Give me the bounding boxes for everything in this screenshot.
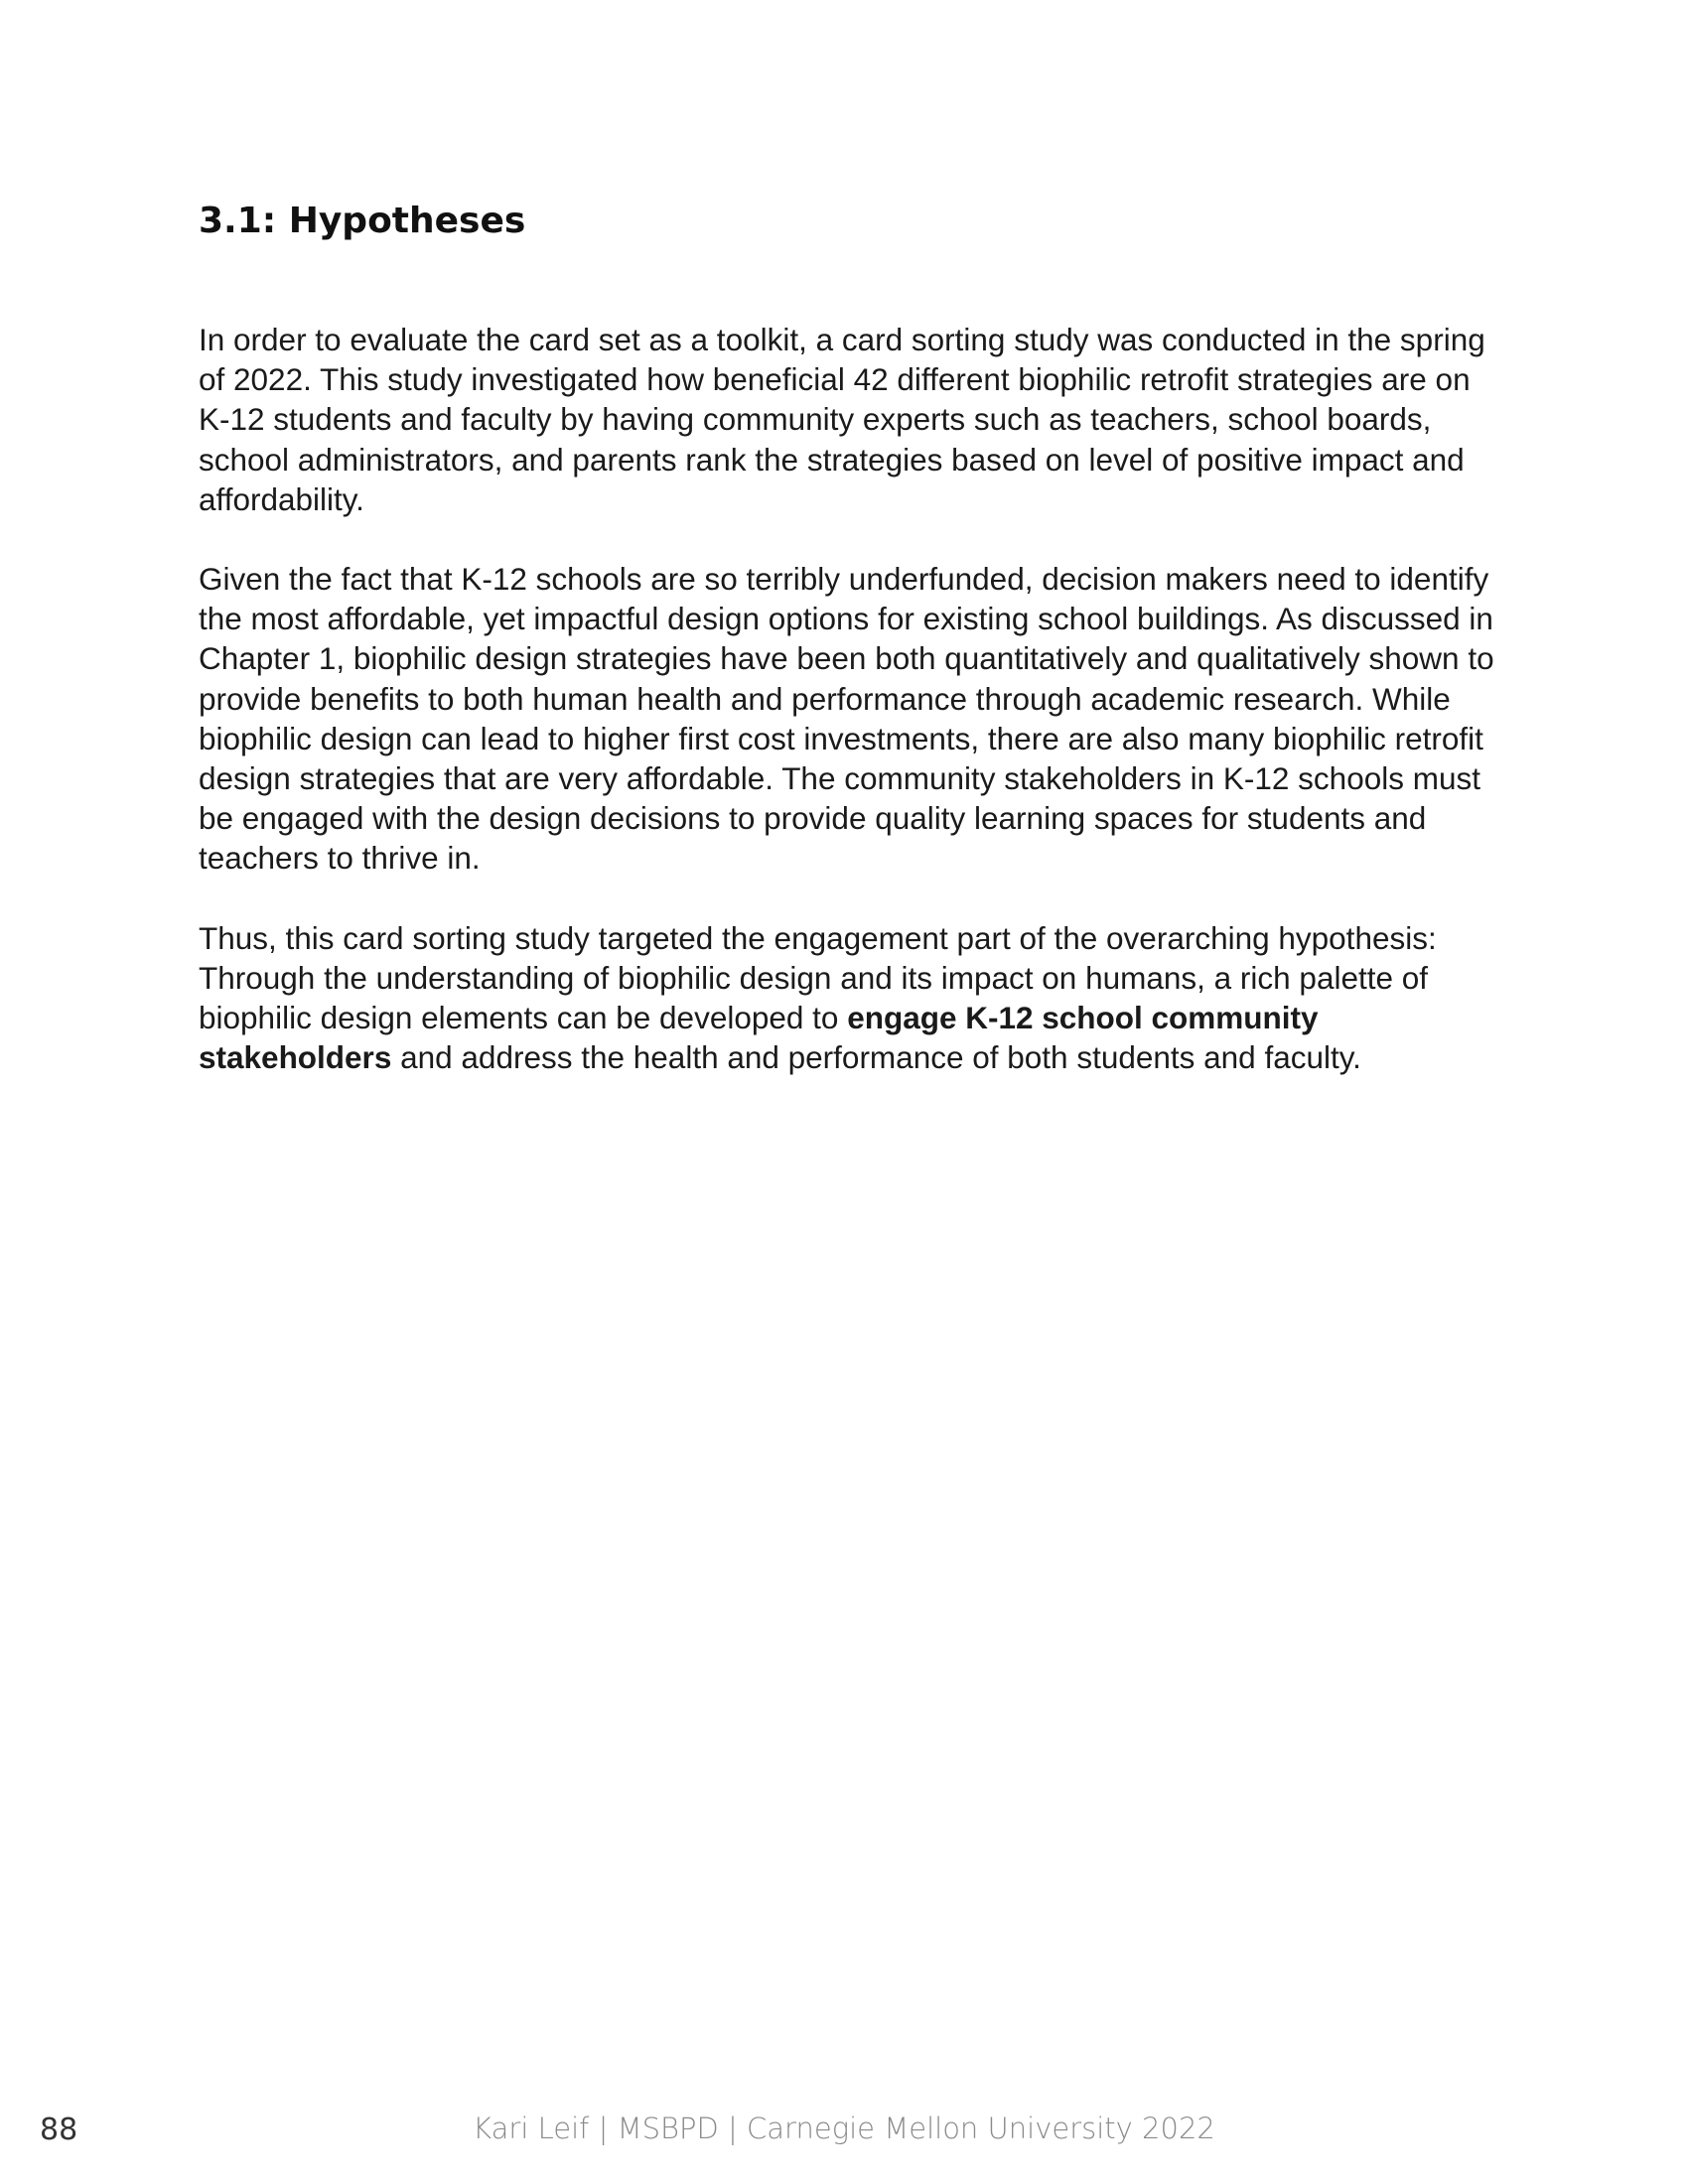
hypothesis-text-start: Thus, this card sorting study targeted the engagement part of the overarching hypothesis: Through the understanding of biophilic design and its impact on humans, a rich palette of biophilic design elements can be developed to [199,919,1437,1036]
paragraph-hypothesis [199,918,1499,1078]
body-text [199,320,1499,1117]
paragraph-study-overview: In order to evaluate the card set as a toolkit, a card sorting study was conducted in the spring of 2022. This study investigated how beneficial 42 different biophilic retrofit strategies are on K-12 students and faculty by having community experts such as teachers, school boards, school administrators, and parents rank the strategies based on level of positive impact and affordability. [199,322,1485,517]
paragraph-funding-context: Given the fact that K-12 schools are so terribly underfunded, decision makers need to identify the most affordable, yet impactful design options for existing school buildings. As discussed in Chapter 1, biophilic design strategies have been both quantitatively and qualitatively shown to provide benefits to both human health and performance through academic research. While biophilic design can lead to higher first cost investments, there are also many biophilic retrofit design strategies that are very affordable. The community stakeholders in K-12 schools must be engaged with the design decisions to provide quality learning spaces for students and teachers to thrive in. [199,561,1494,877]
hypothesis-text-end: and address the health and performance of both students and faculty. [391,1039,1361,1076]
hypothesis-emphasis: engage K-12 school community stakeholders [199,1000,1319,1076]
section-heading: 3.1: Hypotheses [199,201,526,241]
page-number: 88 [40,2113,78,2147]
footer-credit: Kari Leif | MSBPD | Carnegie Mellon University 2022 [473,2112,1215,2145]
